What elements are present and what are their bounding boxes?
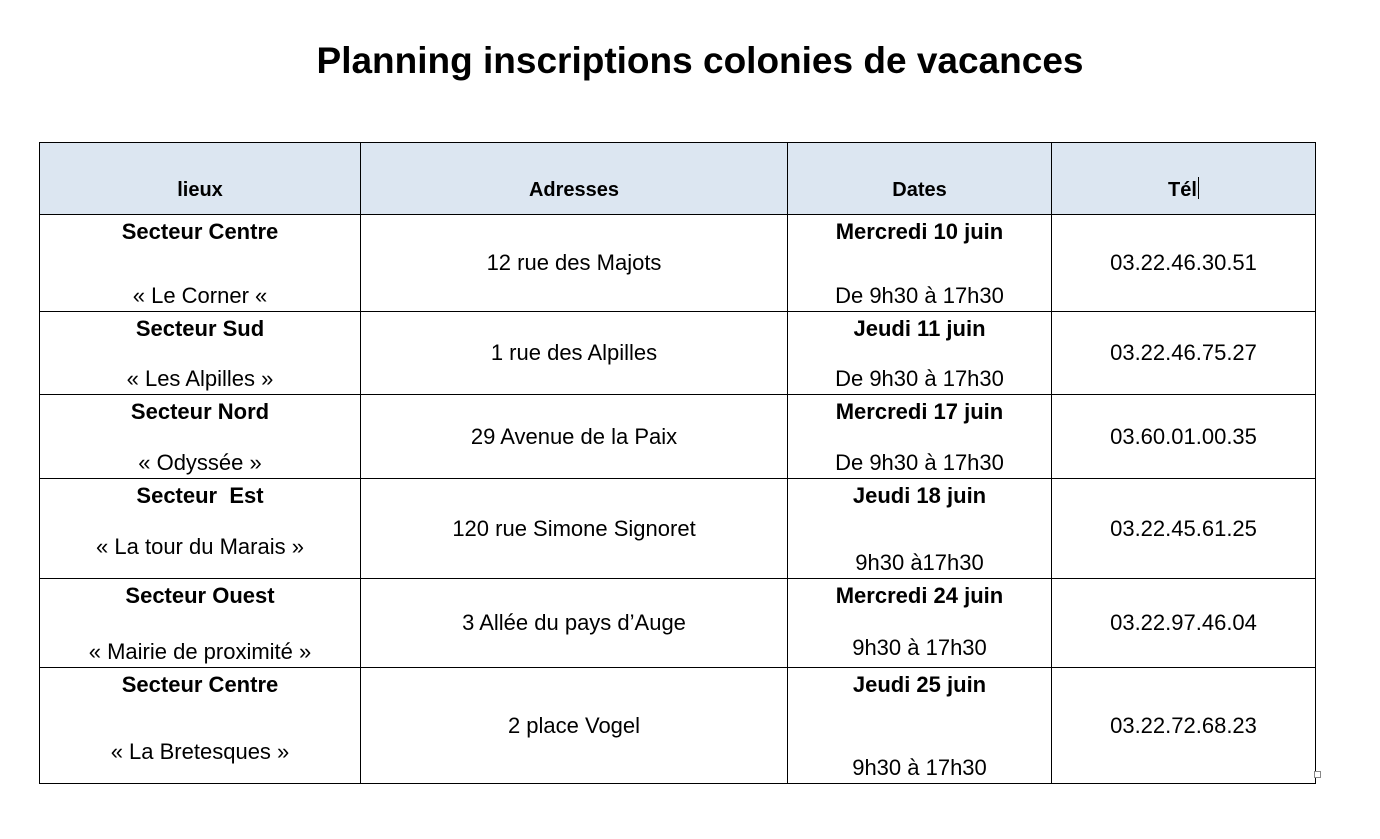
horaire-text: De 9h30 à 17h30 (835, 450, 1004, 475)
adresse-text: 1 rue des Alpilles (490, 340, 658, 365)
date-label: Jeudi 25 juin (852, 672, 987, 697)
lieu-name: « La Bretesques » (110, 739, 290, 764)
table-row (40, 479, 1316, 579)
header-dates: Dates (788, 143, 1052, 215)
table-row (40, 312, 1316, 395)
cell-date[interactable] (788, 479, 1052, 579)
adresse-text: 12 rue des Majots (486, 250, 662, 275)
tel-text: 03.60.01.00.35 (1110, 423, 1257, 449)
date-label: Mercredi 24 juin (835, 583, 1004, 608)
cell-lieu[interactable] (40, 479, 361, 579)
horaire-text: 9h30 à 17h30 (852, 635, 987, 660)
secteur-label: Secteur Nord (130, 399, 270, 424)
lieu-name: « Mairie de proximité » (88, 639, 312, 664)
secteur-label: Secteur Est (136, 483, 264, 508)
planning-table (39, 142, 1316, 784)
tel-text: 03.22.97.46.04 (1110, 610, 1257, 635)
adresse-text: 29 Avenue de la Paix (470, 423, 678, 449)
cell-adresse[interactable] (361, 312, 788, 395)
secteur-label: Secteur Centre (121, 672, 279, 697)
table-row (40, 668, 1316, 784)
text-cursor (1198, 177, 1199, 199)
cell-adresse[interactable] (361, 668, 788, 784)
table-row (40, 215, 1316, 312)
cell-adresse[interactable] (361, 479, 788, 579)
cell-lieu[interactable] (40, 215, 361, 312)
date-label: Jeudi 11 juin (853, 316, 986, 341)
secteur-label: Secteur Ouest (125, 583, 275, 608)
cell-date[interactable] (788, 312, 1052, 395)
date-label: Jeudi 18 juin (852, 483, 987, 508)
tel-text: 03.22.72.68.23 (1110, 712, 1257, 738)
table-row (40, 395, 1316, 479)
cell-date[interactable] (788, 395, 1052, 479)
adresse-text: 3 Allée du pays d’Auge (462, 610, 686, 635)
date-label: Mercredi 10 juin (835, 219, 1004, 244)
header-tel-label: Tél (1168, 179, 1197, 201)
cell-adresse[interactable] (361, 395, 788, 479)
page-title: Planning inscriptions colonies de vacances (316, 40, 1084, 81)
tel-text: 03.22.45.61.25 (1110, 515, 1257, 541)
date-label: Mercredi 17 juin (835, 399, 1004, 424)
cell-adresse[interactable] (361, 215, 788, 312)
cell-date[interactable] (788, 668, 1052, 784)
lieu-name: « Les Alpilles » (126, 366, 274, 391)
tel-text: 03.22.46.30.51 (1110, 250, 1257, 275)
cell-tel[interactable] (1052, 579, 1316, 668)
adresse-text: 120 rue Simone Signoret (452, 515, 696, 541)
cell-tel[interactable] (1052, 312, 1316, 395)
cell-tel[interactable] (1052, 215, 1316, 312)
secteur-label: Secteur Centre (121, 219, 279, 244)
horaire-text: De 9h30 à 17h30 (835, 366, 1004, 391)
cell-tel[interactable] (1052, 395, 1316, 479)
horaire-text: 9h30 à17h30 (855, 550, 984, 575)
lieu-name: « Le Corner « (132, 283, 268, 308)
header-adresses: Adresses (361, 143, 788, 215)
cell-tel[interactable] (1052, 668, 1316, 784)
lieu-name: « Odyssée » (138, 450, 262, 475)
cell-lieu[interactable] (40, 312, 361, 395)
adresse-text: 2 place Vogel (507, 712, 641, 738)
lieu-name: « La tour du Marais » (96, 534, 304, 559)
cell-date[interactable] (788, 579, 1052, 668)
cell-tel[interactable] (1052, 479, 1316, 579)
horaire-text: De 9h30 à 17h30 (835, 283, 1004, 308)
cell-lieu[interactable] (40, 579, 361, 668)
header-lieux: lieux (40, 143, 361, 215)
cell-date[interactable] (788, 215, 1052, 312)
tel-text: 03.22.46.75.27 (1110, 340, 1257, 365)
table-header-row (40, 143, 1316, 215)
cell-lieu[interactable] (40, 395, 361, 479)
table-resize-handle[interactable] (1314, 771, 1321, 778)
secteur-label: Secteur Sud (135, 316, 265, 341)
horaire-text: 9h30 à 17h30 (852, 755, 987, 780)
cell-adresse[interactable] (361, 579, 788, 668)
header-tel (1052, 143, 1316, 215)
table-row (40, 579, 1316, 668)
cell-lieu[interactable] (40, 668, 361, 784)
